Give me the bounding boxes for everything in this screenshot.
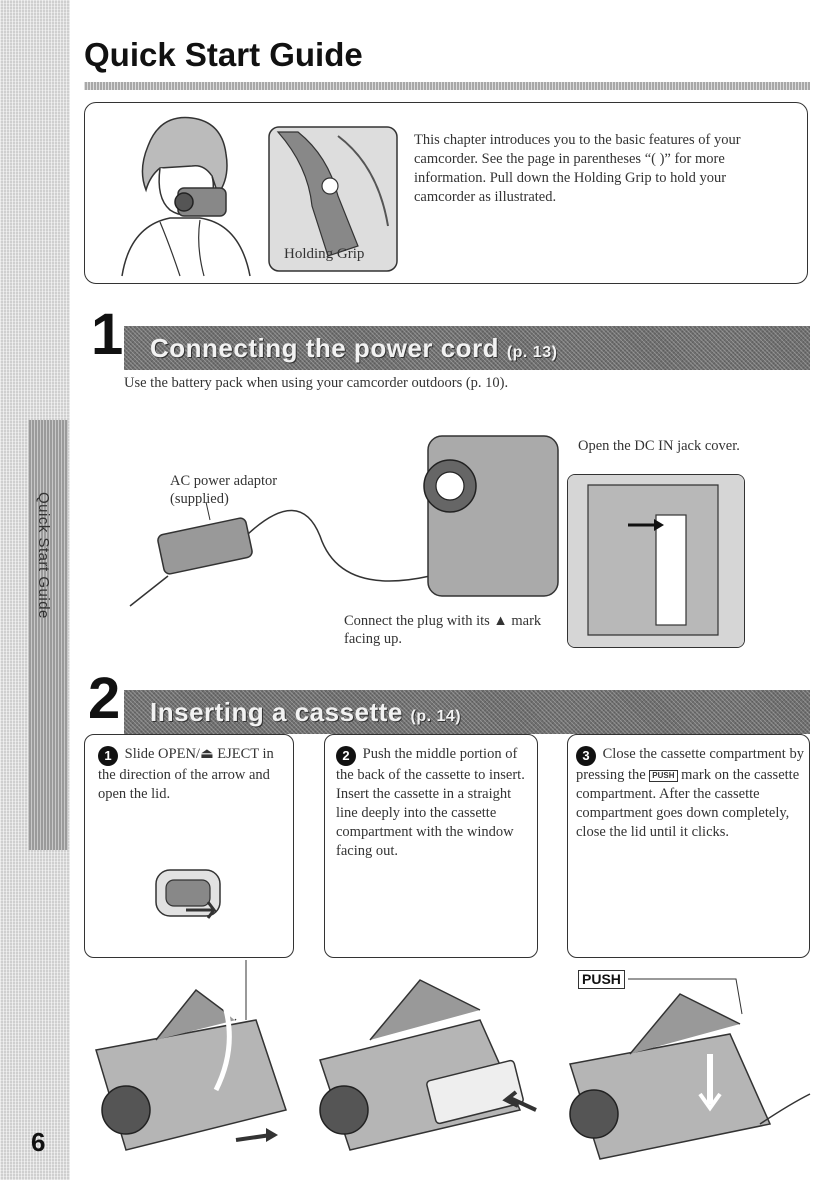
instruction-3-text-before: Close the cassette compartment by pressing the: [576, 746, 804, 783]
step1-page-ref: (p. 13): [506, 344, 558, 361]
person-holding-camcorder-illustration: [100, 106, 270, 282]
step2-title-text: Inserting a cassette: [150, 697, 403, 727]
step2-page-ref: (p. 14): [410, 708, 462, 725]
instruction-3: [576, 745, 806, 842]
title-rule: [84, 82, 810, 90]
push-label: PUSH: [578, 970, 625, 989]
instruction-2-text: Push the middle portion of the back of the cassette to insert. Insert the cassette in a straight line deeply into the cassette compartment with the window facing out.: [336, 746, 525, 859]
step2-number: 2: [88, 666, 121, 731]
instruction-2: [336, 745, 532, 861]
camcorder-close-compartment-illustration: [560, 984, 810, 1164]
step1-title: [150, 333, 557, 364]
dc-jack-inset: [567, 474, 745, 648]
plug-callout: Connect the plug with its ▲ mark facing up.: [344, 613, 542, 647]
ac-adaptor-callout: AC power adaptor (supplied): [170, 473, 278, 507]
camcorder-opening-lid-illustration: [86, 960, 296, 1160]
step2-title: [150, 697, 461, 728]
step1-number: 1: [91, 302, 124, 367]
page-title: Quick Start Guide: [84, 36, 363, 73]
side-section-label: Quick Start Guide: [35, 492, 52, 619]
push-mark-inline: PUSH: [649, 770, 677, 782]
camcorder-insert-cassette-illustration: [310, 960, 550, 1160]
holding-grip-caption: Holding Grip: [284, 246, 365, 262]
step-circle-2: 2: [336, 746, 356, 766]
step-circle-1: 1: [98, 746, 118, 766]
step-circle-3: 3: [576, 746, 596, 766]
dc-jack-callout: Open the DC IN jack cover.: [578, 438, 740, 454]
instruction-1: [98, 745, 288, 804]
battery-note: Use the battery pack when using your camcorder outdoors (p. 10).: [124, 375, 509, 391]
dc-jack-detail-illustration: [568, 475, 745, 648]
page-number: 6: [31, 1127, 46, 1157]
power-connection-illustration: [110, 426, 580, 626]
instruction-1-text: Slide OPEN/⏏ EJECT in the direction of the arrow and open the lid.: [98, 746, 274, 802]
intro-text: This chapter introduces you to the basic features of your camcorder. See the page in parentheses “( )” for more information. Pull down the Holding Grip to hold your camcorder as illustrated.: [414, 132, 741, 205]
step1-title-text: Connecting the power cord: [150, 333, 500, 363]
instruction-3-text-after: mark on the cassette compartment. After the cassette compartment goes down completely, close the lid until it clicks.: [576, 767, 800, 840]
eject-switch-icon: [150, 866, 230, 924]
